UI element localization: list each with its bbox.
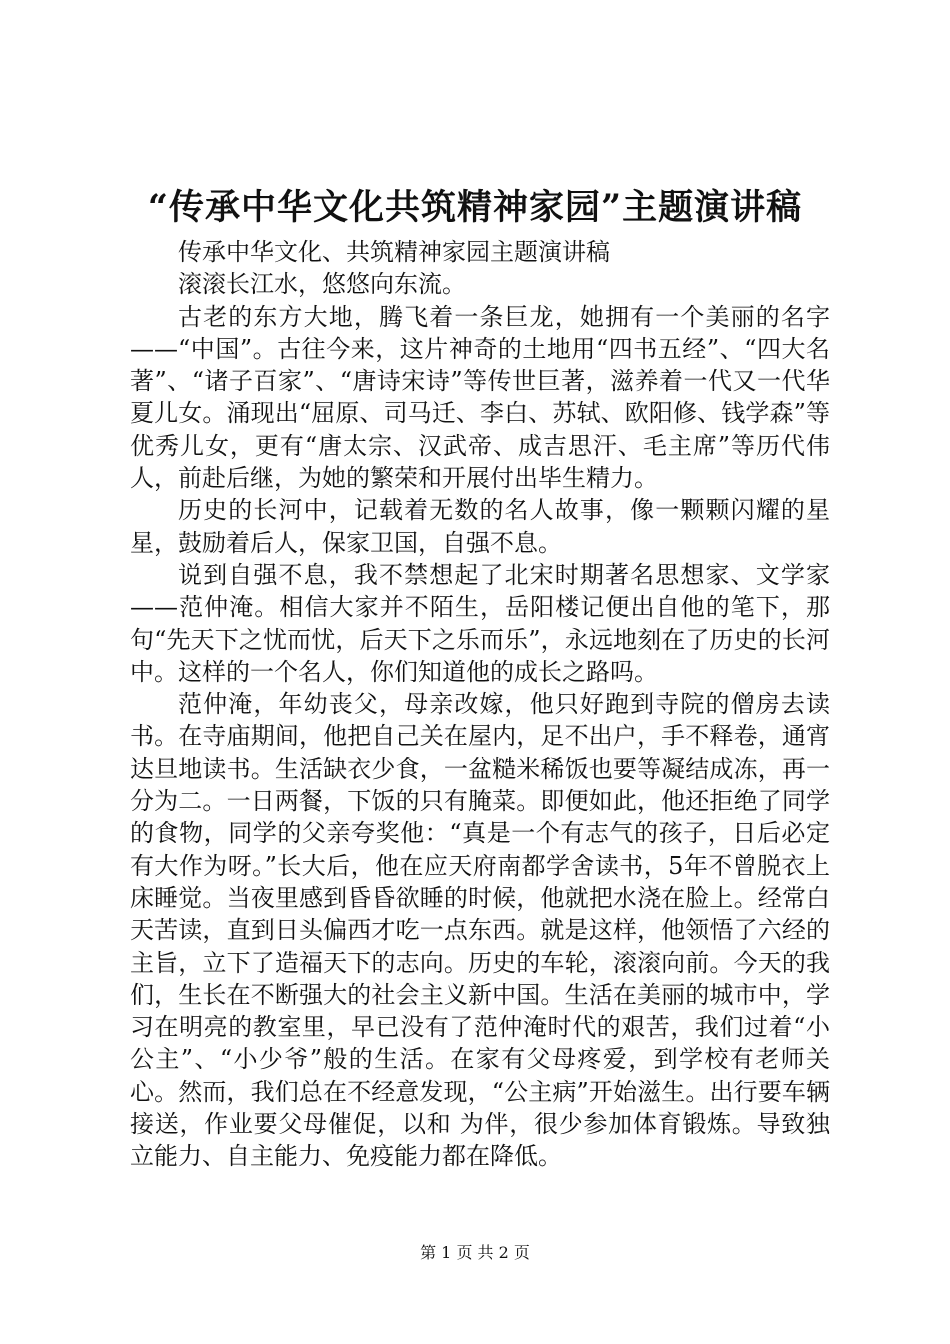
document-title: “传承中华文化共筑精神家园”主题演讲稿 [147, 187, 803, 228]
paragraph-opening-line: 滚滚长江水，悠悠向东流。 [178, 270, 466, 299]
paragraph-fan-zhongyan-intro: 说到自强不息，我不禁想起了北宋时期著名思想家、文学家——范仲淹。相信大家并不陌生，岳阳楼记便出自他的笔下，那句“先天下之忧而忧，后天下之乐而乐”，永远地刻在了历史的长河中。这样的一个名人，你们知道他的成长之路吗。 [130, 560, 830, 686]
paragraph-famous-stories: 历史的长河中，记载着无数的名人故事，像一颗颗闪耀的星星，鼓励着后人，保家卫国，自强不息。 [130, 496, 830, 557]
paragraph-china-heritage: 古老的东方大地，腾飞着一条巨龙，她拥有一个美丽的名字——“中国”。古往今来，这片神奇的土地用“四书五经”、“四大名著”、“诸子百家”、“唐诗宋诗”等传世巨著，滋养着一代又一代华夏儿女。涌现出“屈原、司马迁、李白、苏轼、欧阳修、钱学森”等优秀儿女，更有“唐太宗、汉武帝、成吉思汗、毛主席”等历代伟人，前赴后继，为她的繁荣和开展付出毕生精力。 [130, 302, 830, 493]
paragraph-fan-zhongyan-story: 范仲淹，年幼丧父，母亲改嫁，他只好跑到寺院的僧房去读书。在寺庙期间，他把自己关在屋内，足不出户，手不释卷，通宵达旦地读书。生活缺衣少食，一盆糙米稀饭也要等凝结成冻，再一分为二。一日两餐，下饭的只有腌菜。即便如此，他还拒绝了同学的食物，同学的父亲夸奖他：“真是一个有志气的孩子，日后必定有大作为呀。”长大后，他在应天府南都学舍读书，5年不曾脱衣上床睡觉。当夜里感到昏昏欲睡的时候，他就把水浇在脸上。经常白天苦读，直到日头偏西才吃一点东西。就是这样，他领悟了六经的主旨，立下了造福天下的志向。历史的车轮，滚滚向前。今天的我们，生长在不断强大的社会主义新中国。生活在美丽的城市中，学习在明亮的教室里，早已没有了范仲淹时代的艰苦，我们过着“小公主”、“小少爷”般的生活。在家有父母疼爱，到学校有老师关心。然而，我们总在不经意发现，“公主病”开始滋生。出行要车辆接送，作业要父母催促，以和 为伴，很少参加体育锻炼。导致独立能力、自主能力、免疫能力都在降低。 [130, 690, 830, 1171]
document-body [130, 236, 830, 1173]
paragraph-subtitle: 传承中华文化、共筑精神家园主题演讲稿 [178, 238, 610, 266]
page-number-footer: 第 1 页 共 2 页 [420, 1243, 530, 1262]
